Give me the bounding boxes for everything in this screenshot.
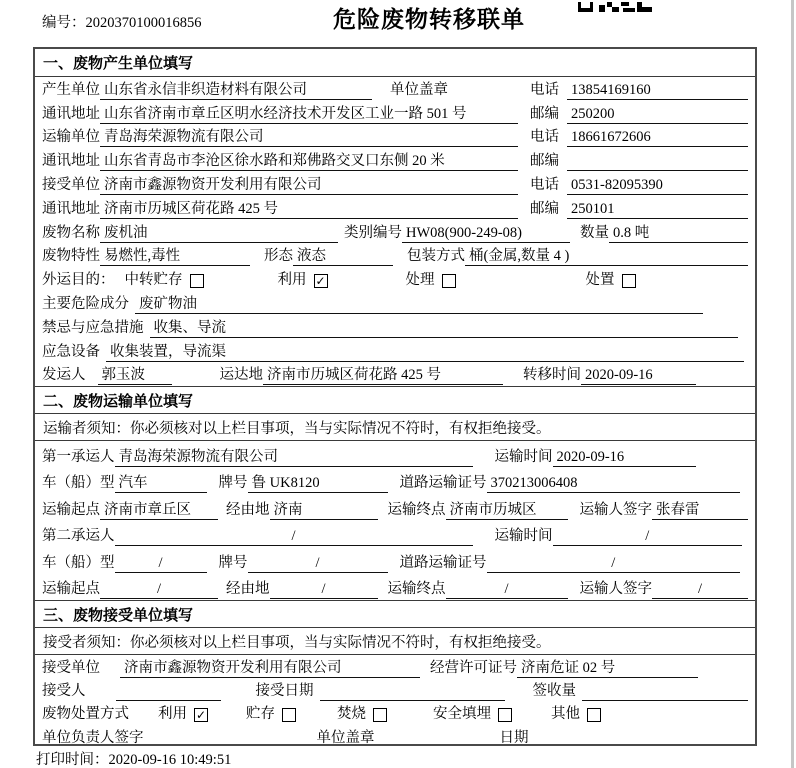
row-receiver-unit [35,172,755,196]
responsible-signature-value [174,729,292,746]
option-label: 安全填埋 [433,706,491,723]
disposal-option-utilize [158,702,208,725]
disposal-option-incinerate [337,702,387,725]
main-hazard-label: 主要危险成分 [42,295,129,312]
print-time-label: 打印时间： [36,752,109,768]
row-emergency-equipment [35,339,755,363]
postcode-label: 邮编 [530,105,559,122]
via-value: / [270,580,378,599]
row-responsible-signature [35,725,755,746]
phone-value: 13854169160 [567,81,748,100]
row-waste-property [35,244,755,268]
precautions-value: 收集、导流 [150,319,739,338]
disposal-method-label: 废物处置方式 [42,706,129,723]
row-first-carrier [35,441,755,468]
transport-unit-value: 青岛海荣源物流有限公司 [100,128,518,147]
checkbox-unchecked [282,708,296,722]
transport-time-label: 运输时间 [494,528,553,545]
plate-number-label: 牌号 [218,475,248,492]
postcode-value: 250101 [567,200,748,219]
row-main-hazard [35,291,755,315]
disposal-option-landfill [433,702,512,725]
checkbox-unchecked [442,274,456,288]
waste-property-value: 易燃性,毒性 [100,247,250,266]
via-label: 经由地 [226,581,270,598]
serial-label: 编号： [42,15,86,31]
category-code-value: HW08(900-249-08) [402,224,570,243]
quantity-value: 0.8 吨 [609,224,748,243]
print-time-line [36,748,231,768]
row-receiving-unit [35,655,755,678]
address-value: 济南市历城区荷花路 425 号 [100,200,518,219]
option-label: 中转贮存 [124,272,183,289]
received-amount-value [582,682,748,701]
checkbox-checked: ✓ [315,274,326,289]
waste-property-label: 废物特性 [42,248,100,265]
option-label: 利用 [158,706,187,723]
address-label: 通讯地址 [42,200,100,217]
page-edge-divider [791,0,794,768]
carrier-signature-value: / [652,580,748,599]
received-amount-label: 签收量 [532,682,576,699]
row-outbound-purpose [35,267,755,291]
row-second-carrier [35,521,755,548]
origin-label: 运输起点 [42,581,100,598]
carrier-signature-label: 运输人签字 [579,581,652,598]
disposal-option-storage [246,702,296,725]
checkbox-unchecked [373,708,387,722]
vehicle-type-value: 汽车 [115,474,207,493]
transporter-notice: 运输者须知：你必须核对以上栏目事项，当与实际情况不符时，有权拒绝接受。 [35,414,755,441]
serial-value: 2020370100016856 [85,15,202,31]
row-producer-address [35,101,755,125]
row-recipient [35,679,755,702]
quantity-label: 数量 [580,224,609,241]
vehicle-type-label: 车（船）型 [42,554,115,571]
checkbox-unchecked [587,708,601,722]
license-number-label: 经营许可证号 [430,659,517,676]
first-carrier-value: 青岛海荣源物流有限公司 [115,448,473,467]
row-transport-unit [35,125,755,149]
postcode-label: 邮编 [530,200,559,217]
license-number-value: 济南危证 02 号 [517,659,698,678]
origin-label: 运输起点 [42,501,100,518]
second-carrier-value: / [115,527,473,546]
row-consignor [35,363,755,387]
vehicle-type-label: 车（船）型 [42,475,115,492]
road-permit-value: 370213006408 [487,474,741,493]
consignor-label: 发运人 [42,367,86,384]
origin-value: 济南市章丘区 [100,501,218,520]
option-label: 其他 [551,706,580,723]
via-value: 济南 [270,501,378,520]
date-value [537,729,749,746]
waste-name-label: 废物名称 [42,224,100,241]
transport-unit-label: 运输单位 [42,129,100,146]
checkbox-unchecked [190,274,204,288]
receiving-unit-value: 济南市鑫源物资开发利用有限公司 [120,659,420,678]
postcode-label: 邮编 [530,153,559,170]
option-label: 处置 [585,272,615,289]
vehicle-type-value: / [115,554,207,573]
waste-name-value: 废机油 [100,224,338,243]
responsible-signature-label: 单位负责人签字 [42,729,144,746]
form-value: 液态 [293,247,393,266]
postcode-value [567,152,748,171]
terminal-value: / [446,580,568,599]
transport-time-value: / [553,527,743,546]
row-vehicle-1 [35,468,755,495]
page-title: 危险废物转移联单 [333,7,525,32]
phone-label: 电话 [530,129,559,146]
purpose-option-dispose [586,268,636,291]
transport-time-label: 运输时间 [494,448,553,465]
recipient-value [116,682,221,701]
receiver-unit-value: 济南市鑫源物资开发利用有限公司 [100,176,518,195]
date-label: 日期 [499,729,529,746]
via-label: 经由地 [226,501,270,518]
precautions-label: 禁忌与应急措施 [42,319,144,336]
row-producer-unit [35,77,755,101]
receiver-unit-label: 接受单位 [42,176,100,193]
section-producer-header: 一、废物产生单位填写 [35,49,755,77]
first-carrier-label: 第一承运人 [42,448,115,465]
row-receiver-address [35,196,755,220]
phone-label: 电话 [530,81,559,98]
phone-label: 电话 [530,176,559,193]
transfer-time-label: 转移时间 [523,367,581,384]
producer-unit-label: 产生单位 [42,81,100,98]
row-vehicle-2 [35,547,755,574]
checkbox-unchecked [498,708,512,722]
purpose-label: 外运目的： [42,272,115,289]
carrier-signature-value: 张春雷 [652,501,748,520]
road-permit-value: / [487,554,741,573]
transfer-time-value: 2020-09-16 [581,366,696,385]
plate-number-value: 鲁 UK8120 [248,474,388,493]
row-transporter-address [35,148,755,172]
purpose-option-transfer-storage [125,268,204,291]
road-permit-label: 道路运输证号 [399,554,487,571]
terminal-label: 运输终点 [387,501,446,518]
second-carrier-label: 第二承运人 [42,528,115,545]
terminal-value: 济南市历城区 [446,501,568,520]
qr-code-partial-icon [578,0,652,11]
receive-date-value [320,682,505,701]
emergency-equipment-label: 应急设备 [42,343,100,360]
destination-value: 济南市历城区荷花路 425 号 [263,366,503,385]
checkbox-checked: ✓ [195,708,207,723]
address-label: 通讯地址 [42,105,100,122]
terminal-label: 运输终点 [387,581,446,598]
category-code-label: 类别编号 [344,224,402,241]
address-label: 通讯地址 [42,153,100,170]
plate-number-value: / [248,554,388,573]
road-permit-label: 道路运输证号 [399,475,487,492]
carrier-signature-label: 运输人签字 [579,501,652,518]
row-waste-name [35,220,755,244]
purpose-option-utilize [278,268,328,291]
row-route-2 [35,574,755,601]
packing-label: 包装方式 [407,248,465,265]
emergency-equipment-value: 收集装置，导流渠 [106,343,744,362]
main-hazard-value: 废矿物油 [135,295,703,314]
unit-seal-label: 单位盖章 [390,81,448,98]
checkbox-unchecked [622,274,636,288]
option-label: 贮存 [246,706,275,723]
serial-number-line [42,11,202,32]
purpose-option-treat [406,268,456,291]
unit-seal-label: 单位盖章 [316,729,375,746]
packing-value: 桶(金属,数量 4 ) [465,247,748,266]
row-route-1 [35,494,755,521]
option-label: 利用 [277,272,307,289]
receiver-notice: 接受者须知：你必须核对以上栏目事项，当与实际情况不符时，有权拒绝接受。 [35,628,755,655]
receive-date-label: 接受日期 [255,682,314,699]
phone-value: 18661672606 [567,128,748,147]
print-time-value: 2020-09-16 10:49:51 [108,752,232,768]
address-value: 山东省济南市章丘区明水经济技术开发区工业一路 501 号 [100,105,518,124]
option-label: 处理 [405,272,435,289]
address-value: 山东省青岛市李沧区徐水路和郑佛路交叉口东侧 20 米 [100,152,518,171]
origin-value: / [100,580,218,599]
phone-value: 0531-82095390 [567,176,748,195]
recipient-label: 接受人 [42,682,86,699]
destination-label: 运达地 [219,367,263,384]
section-receiver-header: 三、废物接受单位填写 [35,600,755,628]
row-disposal-method [35,702,755,725]
section-transport-header: 二、废物运输单位填写 [35,386,755,414]
option-label: 焚烧 [337,706,366,723]
receiving-unit-label: 接受单位 [42,659,100,676]
consignor-value: 郭玉波 [98,366,172,385]
producer-unit-value: 山东省永信非织造材料有限公司 [100,81,372,100]
disposal-option-other [551,702,601,725]
row-precautions [35,315,755,339]
manifest-form-table [33,47,757,746]
postcode-value: 250200 [567,105,748,124]
form-label: 形态 [264,248,293,265]
plate-number-label: 牌号 [218,554,248,571]
transport-time-value: 2020-09-16 [553,448,697,467]
